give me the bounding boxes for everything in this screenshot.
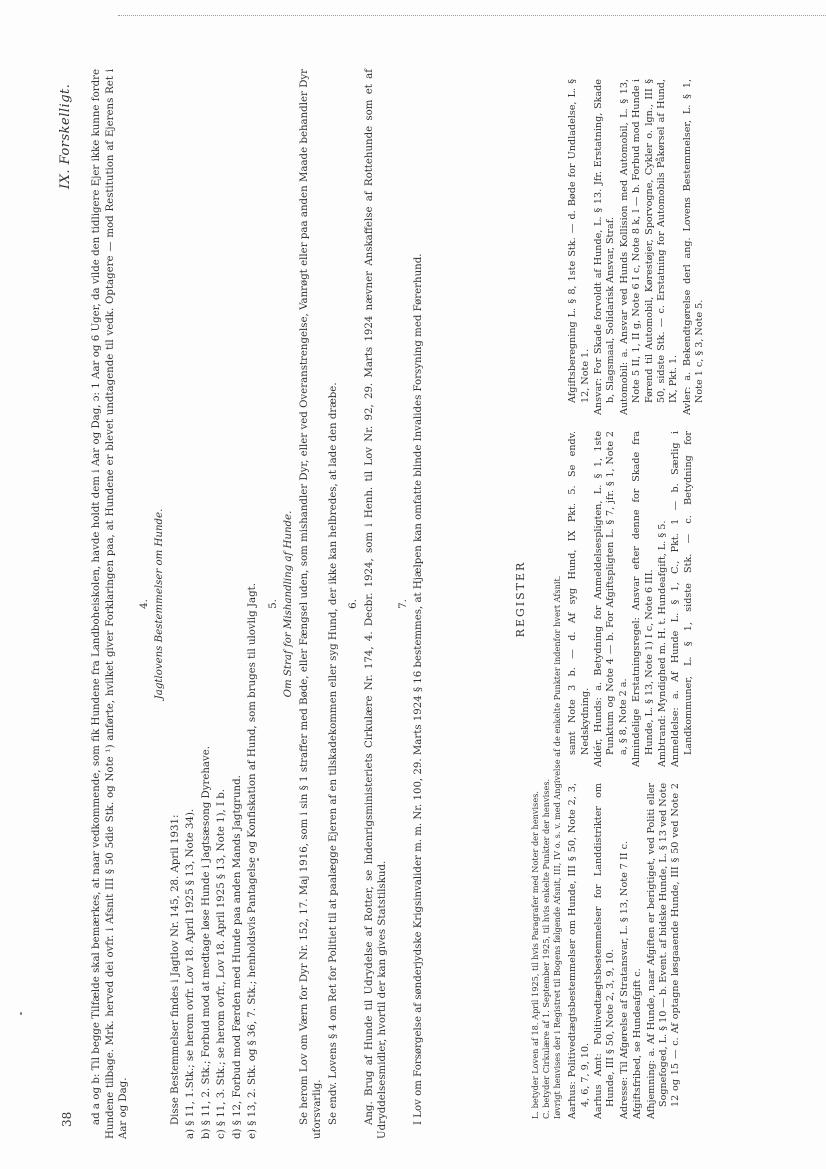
list-item: d) § 12, Forbud mod Færden med Hunde paa anden Mands Jagtgrund. bbox=[231, 775, 243, 1139]
register-entry: Aarhus Amt: Politivedtægtsbestemmelser for Landdistrikter om Hunde, III § 50, Note 2, 3, 9, 10. bbox=[593, 783, 617, 1119]
register-entry: Ansvar: For Skade forvoldt af Hunde, L. § 13. Jfr. Erstatning, Skade b, Slagsmaal, Solidarisk Ansvar, Straf. bbox=[593, 79, 617, 415]
section-title: Om Straf for Mishandling af Hunde. bbox=[283, 510, 294, 698]
register-note: L. betyder Loven af 18. April 1925, til hvis Paragrafer med Noter der henvises. bbox=[530, 790, 541, 1119]
section-intro: Disse Bestemmelser findes i Jagtlov Nr. 145, 28. April 1931: bbox=[169, 814, 181, 1125]
section-5 bbox=[267, 69, 341, 1139]
page-number: 38 bbox=[60, 1111, 74, 1127]
register-note: C. betyder Cirkulære af 1. September 1925, til hvis enkelte Punkter der henvises. bbox=[541, 778, 551, 1119]
register-entry: Aarhus: Politivedtægtsbestemmelser om Hunde, III § 50, Note 2, 3, 4, 6, 7, 9, 10. bbox=[567, 783, 591, 1119]
intro-paragraph: ad a og b: Til begge Tilfælde skal bemærkes, at naar vedkommende, som fik Hundene fra Landboheiskolen, havde holdt dem i Aar og Dag, ɔ: 1 Aar og 6 Uger, da vilde den tidligere Ejer ikke kunne fordre Hundene tilbage. Mrk. herved dei ovfr. i Afsnit III § 50 5die Stk. og Note ¹) anførte, hvilket giver Forklaringen paa, at Hundene er blevet undtagende til vedk. Optagere — mod Restitution af Ejerens Ret i Aar og Dag. bbox=[91, 69, 129, 1139]
section-4 bbox=[138, 69, 260, 1139]
paragraph: I Lov om Forsørgelse af sønderjydske Krigsinvalider m. m. Nr. 100, 29. Marts 1924 § 16 bestemmes, at Hjælpen kan omfatte blinde Invalides Forsyning med Førerhund. bbox=[413, 253, 424, 1125]
register-entry: Automobil: a. Ansvar ved Hunds Kollision med Automobil, L. § 13, Note 5 II, 1, II g, Note 6 I c, Note 8 k, l — b. Forbud mod Hunde i Førend til Automobil, Kørestøjer, Sporvogne, Cykler o. lgn., III § 50, sidste Stk. — c. Erstatning for Automobils Påkørsel af Hund, IX, Pkt. 1. bbox=[618, 79, 680, 415]
paragraph: Se herom Lov om Værn for Dyr Nr. 152, 17. Maj 1916, som i sin § 1 straffer med Bøde, eller Fængsel uden, som mishandler Dyr, eller ved Overanstrengelse, Vanrøgt eller paa anden Maade behandler Dyr uforsvarlig. bbox=[298, 69, 323, 1139]
list-item: e) § 13, 2. Stk. og § 36, 7. Stk.; henholdsvis Pantagelse og Konfiskation af Hund, som bruges til ulovlig Jagt. bbox=[247, 583, 258, 1139]
register-entry: Afgiftsfribed, se Hundeafgift c. bbox=[632, 968, 644, 1119]
register-entry: Ambtrand: Myndighed m. H. t. Hundeafgift, L. § 5. bbox=[657, 520, 669, 767]
running-head: IX. Forskelligt. bbox=[58, 83, 73, 189]
register-entry: Afhjemning: a. Af Hunde, naar Afgiften er berigtiget, ved Politi eller Sognefoged, L. § 10 — b. Event. af bidske Hunde, L. § 13 ved Note 12 og 15 — c. Af optagne løsgaaende Hunde, III § 50 ved Note 2 samt Note 3 b. — d. Af syg Hund, IX Pkt. 5. Se endv. Nedskydning. bbox=[567, 431, 682, 1119]
register-title: REGISTER bbox=[514, 560, 527, 638]
register-entry: Aldér, Hunds: a. Betydning for Anmeldelsespligten, L. § 1, 1ste Punktum og Note 4 — b. For Afgiftspligten L. § 7, jfr. § 1, Note 2 a, § 8, Note 2 a. bbox=[593, 431, 629, 767]
list-item: c) § 11, 3. Stk.; se herom ovfr., Lov 18. April 1925 § 13, Note 1), I b. bbox=[216, 788, 227, 1139]
section-number: 6. bbox=[348, 599, 359, 609]
register-entries bbox=[567, 79, 706, 1119]
register-entry: Anmeldelse: a. Af Hunde L. § 1, C., Pkt. 1 — b. Særlig i Landkommuner, L. § 1, sidste Stk. — c. Betydning for Afgiftsberegning L. § 8, 1ste Stk. — d. Bøde for Undladelse, L. § 12, Note 1. bbox=[567, 79, 694, 767]
section-6 bbox=[347, 69, 390, 1139]
register-entry: Almindelige Erstatningsregel: Ansvar efter denne for Skade fra Hunde, L. § 13, Note 1) I c, Note 6 III. bbox=[631, 431, 655, 767]
section-7 bbox=[397, 69, 426, 1139]
register-entry: Adresse: Til Afgørelse af Stratansvar, L. § 13, Note 7 II c. bbox=[618, 840, 630, 1119]
paragraph: Se endv. Lovens § 4 om Ret for Politiet til at paalægge Ejeren af en tilskadekommen eller syg Hund, der ikke kan helbredes, at lade den dræbe. bbox=[327, 382, 339, 1125]
paragraph: Ang. Brug af Hunde til Udrydelse af Rotter, se Indenrigsministeriets Cirkulære Nr. 174, 4. Decbr. 1924, som i Henh. til Lov Nr. 92, 29. Marts 1924 nævner Anskaffelse af Rottehunde som et af Udryddelsesmidler, hvortil der kan gives Statstilskud. bbox=[363, 69, 388, 1139]
register-notes bbox=[530, 79, 562, 1119]
section-title: Jagtlovens Bestemmelser om Hunde. bbox=[154, 508, 165, 700]
list-item: b) § 11, 2. Stk.; Forbud mod at medtage løse Hunde i Jagtsæsong Dyrehave. bbox=[200, 745, 212, 1139]
main-text bbox=[90, 69, 428, 1139]
section-number: 5. bbox=[267, 599, 279, 609]
register bbox=[515, 79, 707, 1119]
section-number: 4. bbox=[138, 599, 150, 609]
register-entry: Avler: a. Bekendtgørelse derl ang. Lovens Bestemmelser, L. § 1, Note 1 c, § 3, Note 5. bbox=[681, 79, 706, 415]
section-number: 7. bbox=[397, 599, 409, 609]
list-item: a) § 11, 1.Stk.; se herom ovfr. Lov 18. April 1925 § 13, Note 34). bbox=[185, 808, 196, 1139]
register-note: Iøvrigt henvises der i Registret til Bogens følgende Afsnit, III, IV o. s. v. med Angivelse af de enkelte Punkter indenfor hvert Afsnit. bbox=[551, 575, 562, 1119]
